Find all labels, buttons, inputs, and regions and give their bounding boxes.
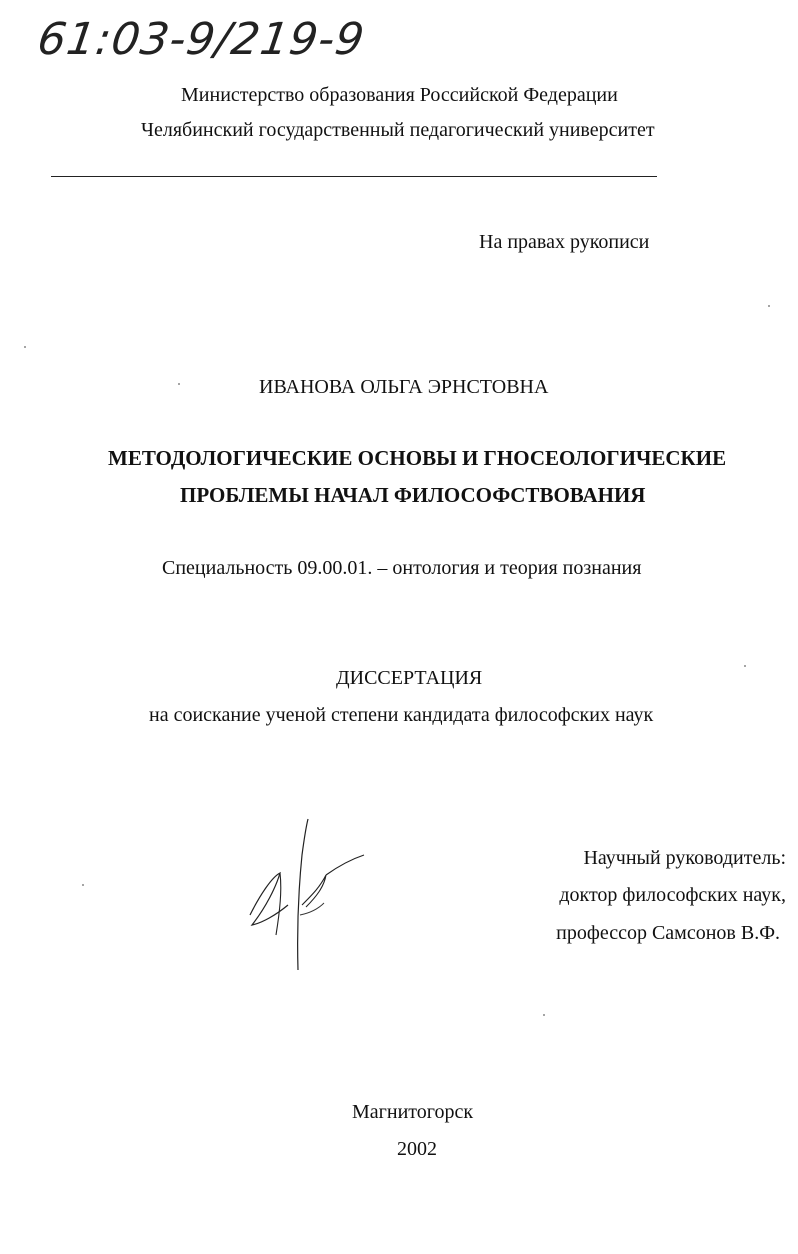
title-line-1: МЕТОДОЛОГИЧЕСКИЕ ОСНОВЫ И ГНОСЕОЛОГИЧЕСКИЕ <box>108 446 727 470</box>
scan-speck <box>82 884 84 886</box>
manuscript-note: На правах рукописи <box>479 231 650 253</box>
city: Магнитогорск <box>352 1101 474 1123</box>
specialty: Специальность 09.00.01. – онтология и теория познания <box>162 557 642 579</box>
scan-speck <box>744 665 746 667</box>
author-name: ИВАНОВА ОЛЬГА ЭРНСТОВНА <box>259 376 549 398</box>
scan-speck <box>543 1014 545 1016</box>
university-name: Челябинский государственный педагогический университет <box>141 119 655 141</box>
scan-speck <box>768 305 770 307</box>
title-line-2: ПРОБЛЕМЫ НАЧАЛ ФИЛОСОФСТВОВАНИЯ <box>180 483 646 507</box>
year: 2002 <box>397 1138 437 1160</box>
archive-number-handwritten: 61:03-9/219-9 <box>34 14 368 65</box>
work-type: ДИССЕРТАЦИЯ <box>336 667 483 689</box>
author-signature <box>240 815 370 980</box>
header-divider <box>51 176 657 177</box>
degree-sought: на соискание ученой степени кандидата философских наук <box>149 704 654 726</box>
scan-speck <box>178 383 180 385</box>
advisor-role: Научный руководитель: <box>583 847 786 869</box>
scan-speck <box>24 346 26 348</box>
ministry-name: Министерство образования Российской Федерации <box>181 84 618 106</box>
advisor-degree: доктор философских наук, <box>559 884 786 906</box>
advisor-name: профессор Самсонов В.Ф. <box>556 922 780 944</box>
